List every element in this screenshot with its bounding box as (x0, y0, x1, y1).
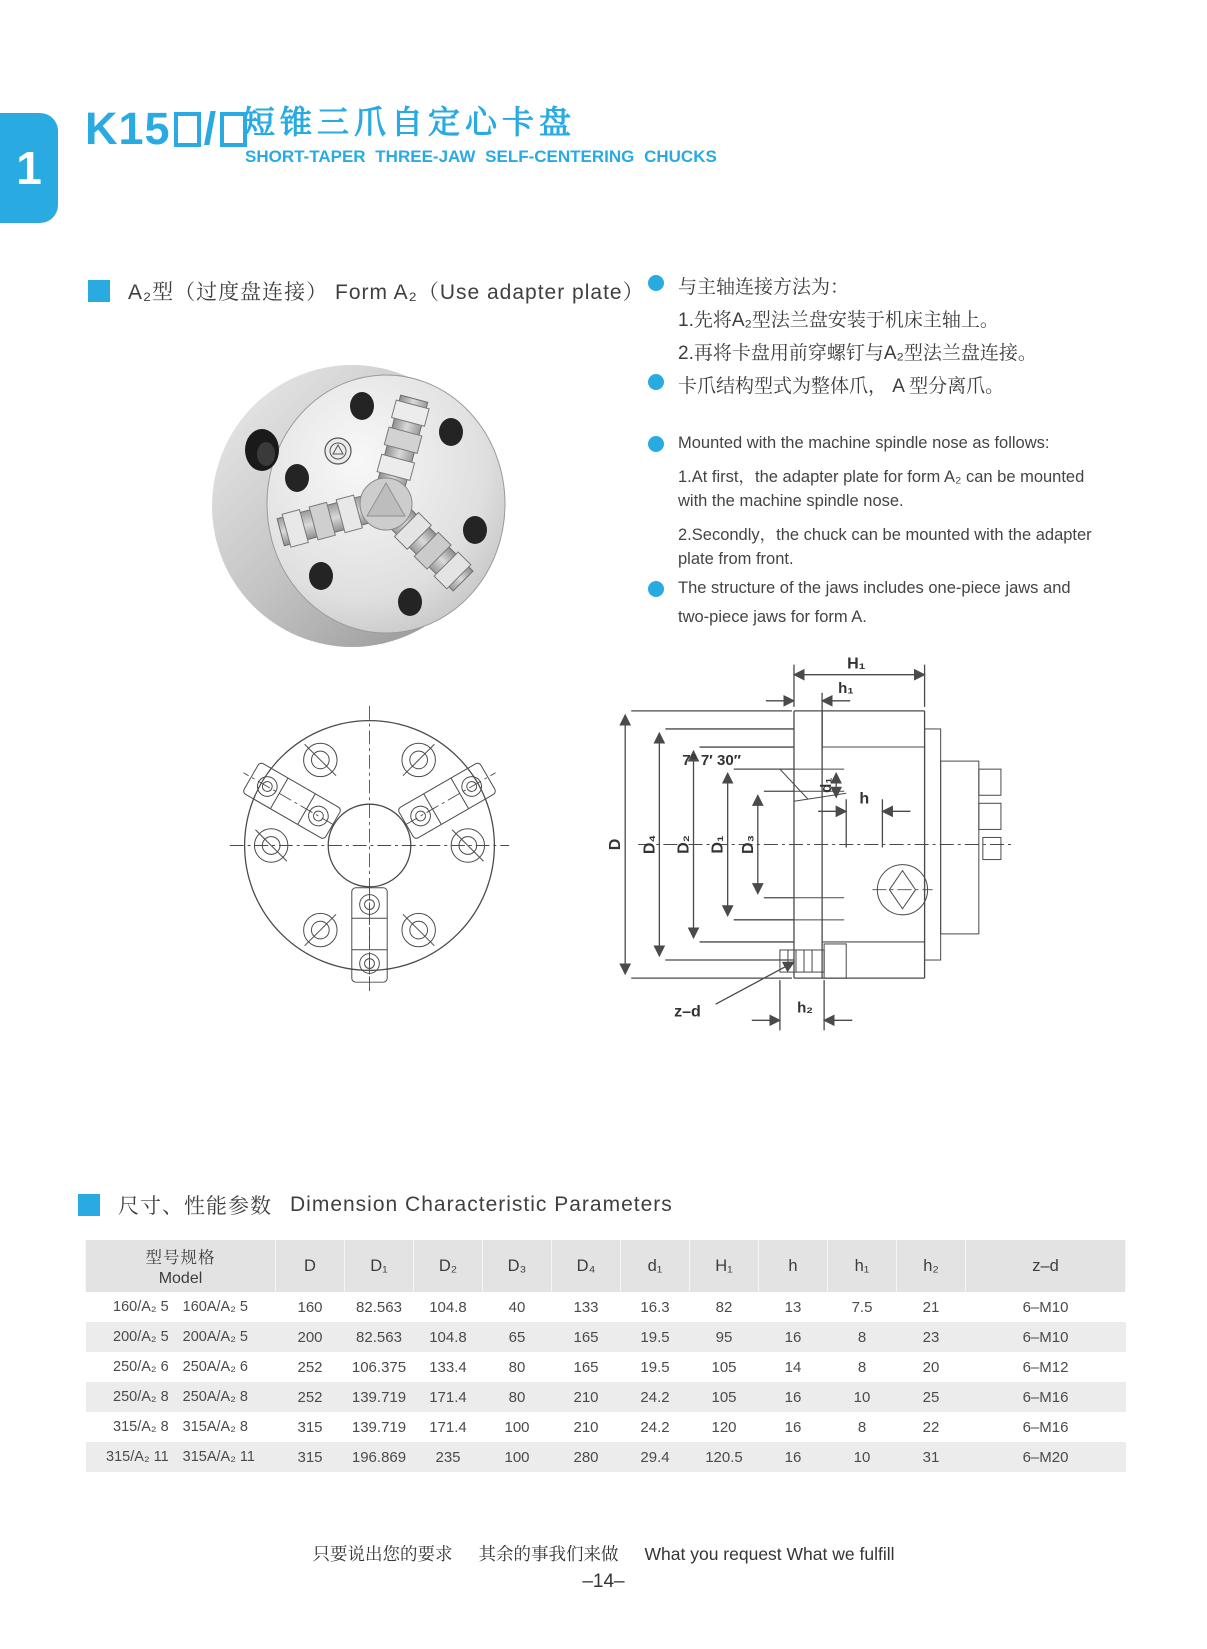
table-cell: 6–M10 (1022, 1298, 1069, 1316)
note-line (648, 305, 1128, 338)
column-header: D₂ (414, 1240, 483, 1292)
column-header: h₂ (897, 1240, 966, 1292)
table-cell: 24.2 (621, 1382, 690, 1412)
note-text: with the machine spindle nose. (678, 492, 904, 510)
bullet-icon (648, 436, 664, 452)
table-cell: 6–M16 (1022, 1418, 1069, 1436)
table-cell: 139.719 (351, 1418, 407, 1436)
table-cell: 65 (483, 1322, 552, 1352)
dim-label-D4: D₄ (640, 834, 659, 855)
notes-english (648, 434, 1128, 637)
table-cell: 25 (897, 1382, 966, 1412)
model-b: 250A/A₂ 6 (182, 1359, 248, 1375)
table-cell: 16 (759, 1382, 828, 1412)
table-cell: 6–M10 (966, 1322, 1126, 1352)
table-row (86, 1292, 1126, 1322)
model-prefix: K15 (85, 103, 171, 154)
table-cell: 106.375 (351, 1358, 407, 1376)
model-a: 250/A₂ 6 (113, 1359, 169, 1375)
table-cell: 171.4 (429, 1418, 467, 1436)
table-cell: 171.4 (414, 1382, 483, 1412)
table-cell: 16 (784, 1418, 802, 1436)
table-cell: 252 (276, 1382, 345, 1412)
note-line (648, 338, 1128, 371)
model-b: 315A/A₂ 8 (182, 1419, 248, 1435)
cross-section-drawing (583, 648, 1015, 1046)
table-cell: 19.5 (621, 1322, 690, 1352)
table-cell: 104.8 (429, 1298, 467, 1316)
footer-tagline (0, 1541, 1207, 1566)
dim-label-D3: D₃ (738, 834, 757, 855)
note-line (648, 272, 1128, 305)
model-a: 200/A₂ 5 (113, 1329, 169, 1345)
table-cell: 196.869 (345, 1442, 414, 1472)
table-cell: 22 (922, 1418, 940, 1436)
table-cell: 82 (715, 1298, 733, 1316)
table-cell: 82.563 (345, 1322, 414, 1352)
dim-label-h1: h₁ (838, 679, 854, 697)
column-header-model (86, 1240, 276, 1292)
form-section-heading (88, 276, 645, 306)
table-cell: 200 (276, 1322, 345, 1352)
column-header: d₁ (621, 1240, 690, 1292)
table-cell: 280 (552, 1442, 621, 1472)
column-header: D₁ (345, 1240, 414, 1292)
table-row (86, 1412, 1126, 1442)
note-line (648, 550, 1128, 579)
bullet-icon (648, 275, 664, 291)
model-cell (86, 1382, 276, 1412)
note-line (648, 579, 1128, 608)
table-cell: 16 (759, 1442, 828, 1472)
table-cell: 100 (504, 1418, 530, 1436)
model-header-cn: 型号规格 (145, 1249, 216, 1267)
table-cell: 21 (922, 1298, 940, 1316)
dim-label-h: h (859, 789, 870, 808)
table-cell: 120.5 (690, 1442, 759, 1472)
model-cell (86, 1352, 276, 1382)
note-text: Mounted with the machine spindle nose as follows: (678, 434, 1050, 452)
note-text: 1.先将A₂型法兰盘安装于机床主轴上。 (678, 310, 999, 331)
table-cell: 8 (857, 1358, 867, 1376)
model-cell (86, 1292, 276, 1322)
model-b: 200A/A₂ 5 (182, 1329, 248, 1345)
table-cell: 19.5 (640, 1358, 670, 1376)
column-header: z–d (966, 1240, 1126, 1292)
bullet-icon (648, 374, 664, 390)
table-cell: 105 (711, 1358, 737, 1376)
note-text: The structure of the jaws includes one-piece jaws and (678, 579, 1071, 597)
model-a: 315/A₂ 8 (113, 1419, 169, 1435)
tagline-cn-2: 其余的事我们来做 (478, 1544, 619, 1564)
table-cell: 8 (828, 1322, 897, 1352)
dim-label-D2: D₂ (674, 835, 693, 854)
table-header-row (86, 1240, 1126, 1292)
table-cell: 16 (759, 1322, 828, 1352)
note-text: 2.Secondly，the chuck can be mounted with the adapter (678, 526, 1092, 544)
note-line (648, 521, 1128, 550)
dim-label-zd: z–d (674, 1002, 701, 1021)
table-row (86, 1322, 1126, 1352)
page-title-en: SHORT-TAPER THREE-JAW SELF-CENTERING CHUCKS (245, 147, 717, 166)
table-cell: 235 (414, 1442, 483, 1472)
model-cell (86, 1412, 276, 1442)
note-line (648, 463, 1128, 492)
table-cell: 16.3 (640, 1298, 670, 1316)
table-cell: 13 (784, 1298, 802, 1316)
table-row (86, 1382, 1126, 1412)
table-cell: 8 (857, 1418, 867, 1436)
model-code (85, 103, 250, 155)
table-cell: 10 (828, 1382, 897, 1412)
table-cell: 6–M16 (966, 1382, 1126, 1412)
table-cell: 120 (711, 1418, 737, 1436)
table-cell: 14 (784, 1358, 802, 1376)
table-row (86, 1352, 1126, 1382)
table-cell: 315 (276, 1442, 345, 1472)
note-line (648, 371, 1128, 404)
dim-label-d1: d₁ (818, 777, 836, 793)
table-cell: 105 (690, 1382, 759, 1412)
table-cell: 165 (552, 1322, 621, 1352)
table-cell: 80 (483, 1382, 552, 1412)
table-cell: 210 (573, 1418, 599, 1436)
table-cell: 165 (573, 1358, 599, 1376)
table-cell: 24.2 (640, 1418, 670, 1436)
model-slash: / (203, 103, 218, 154)
model-b: 250A/A₂ 8 (182, 1389, 248, 1405)
table-cell: 133.4 (429, 1358, 467, 1376)
note-text: plate from front. (678, 550, 794, 568)
model-a: 160/A₂ 5 (113, 1299, 169, 1315)
table-cell: 95 (690, 1322, 759, 1352)
table-heading-en: Dimension Characteristic Parameters (290, 1193, 673, 1216)
dim-label-D: D (606, 838, 625, 851)
table-section-heading (78, 1190, 673, 1220)
parameters-table-wrap (85, 1240, 1125, 1472)
note-text: 1.At first，the adapter plate for form A₂ can be mounted (678, 468, 1085, 486)
column-header: h (759, 1240, 828, 1292)
chapter-number: 1 (16, 142, 42, 194)
table-cell: 133 (573, 1298, 599, 1316)
model-cell (86, 1442, 276, 1472)
table-heading-cn: 尺寸、性能参数 (118, 1195, 272, 1218)
table-cell: 31 (897, 1442, 966, 1472)
table-cell: 29.4 (621, 1442, 690, 1472)
note-line (648, 608, 1128, 637)
page-title-cn: 短锥三爪自定心卡盘 (243, 104, 577, 140)
note-text: two-piece jaws for form A. (678, 608, 867, 626)
page-number: –14– (582, 1571, 625, 1592)
note-line (648, 492, 1128, 521)
table-cell: 210 (552, 1382, 621, 1412)
column-header: D₃ (483, 1240, 552, 1292)
table-cell: 40 (508, 1298, 526, 1316)
model-placeholder-box (174, 112, 201, 147)
note-text: 2.再将卡盘用前穿螺钉与A₂型法兰盘连接。 (678, 343, 1037, 364)
note-text: 卡爪结构型式为整体爪， A 型分离爪。 (678, 376, 1005, 397)
table-cell: 100 (483, 1442, 552, 1472)
column-header: H₁ (690, 1240, 759, 1292)
dim-label-h2: h₂ (797, 999, 813, 1017)
table-cell: 6–M20 (966, 1442, 1126, 1472)
column-header: D₄ (552, 1240, 621, 1292)
dim-label-D1: D₁ (708, 835, 727, 854)
front-view-drawing (222, 698, 517, 993)
notes-chinese (648, 272, 1128, 404)
model-cell (86, 1322, 276, 1352)
table-cell: 139.719 (345, 1382, 414, 1412)
table-cell: 252 (297, 1358, 323, 1376)
table-cell: 6–M12 (1022, 1358, 1069, 1376)
model-b: 315A/A₂ 11 (182, 1449, 255, 1465)
tagline-cn-1: 只要说出您的要求 (312, 1544, 453, 1564)
chuck-photo (210, 355, 530, 655)
model-header-en: Model (158, 1270, 203, 1287)
note-line (648, 434, 1128, 463)
table-cell: 160 (297, 1298, 323, 1316)
table-cell: 104.8 (414, 1322, 483, 1352)
model-b: 160A/A₂ 5 (182, 1299, 248, 1315)
square-bullet-icon (78, 1194, 100, 1216)
parameters-table (85, 1240, 1126, 1472)
column-header: h₁ (828, 1240, 897, 1292)
tagline-en: What you request What we fulfill (644, 1544, 895, 1564)
model-a: 315/A₂ 11 (106, 1449, 169, 1465)
table-cell: 23 (897, 1322, 966, 1352)
table-cell: 20 (922, 1358, 940, 1376)
model-a: 250/A₂ 8 (113, 1389, 169, 1405)
table-cell: 10 (828, 1442, 897, 1472)
column-header: D (276, 1240, 345, 1292)
form-heading-text: A₂型（过度盘连接） Form A₂（Use adapter plate） (128, 281, 645, 304)
table-row (86, 1442, 1126, 1472)
table-cell: 315 (297, 1418, 323, 1436)
table-cell: 82.563 (356, 1298, 402, 1316)
dim-label-angle: 7° 7′ 30″ (682, 752, 741, 770)
note-text: 与主轴连接方法为： (678, 277, 850, 298)
square-bullet-icon (88, 280, 110, 302)
dim-label-H1: H₁ (847, 654, 866, 673)
bullet-icon (648, 581, 664, 597)
chapter-tab (0, 113, 58, 223)
table-cell: 80 (508, 1358, 526, 1376)
table-cell: 7.5 (851, 1298, 873, 1316)
